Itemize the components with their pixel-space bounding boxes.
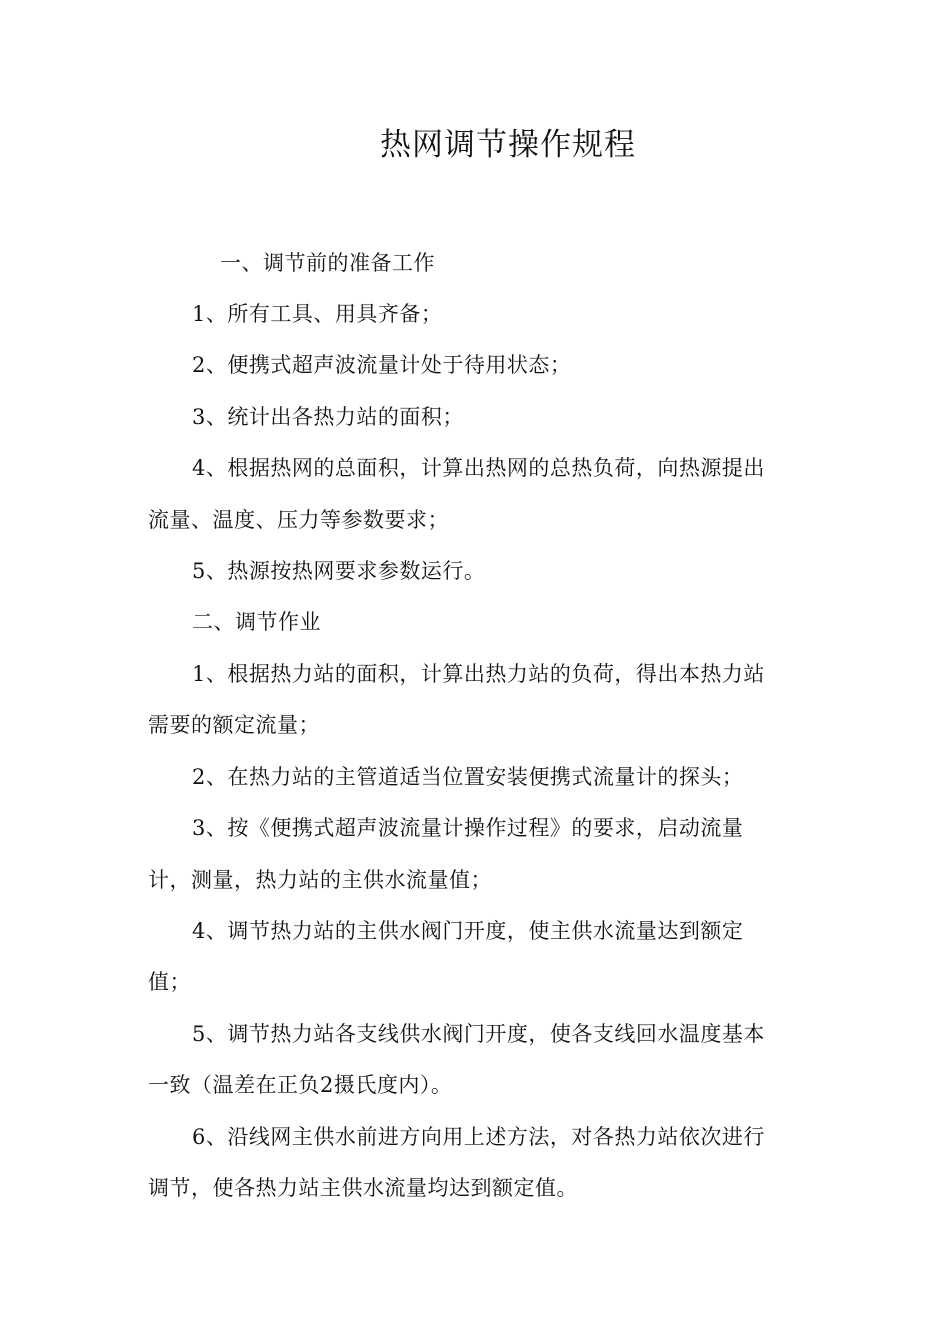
paragraph-line: 3、按《便携式超声波流量计操作过程》的要求，启动流量 — [192, 816, 744, 840]
paragraph-line: 4、调节热力站的主供水阀门开度，使主供水流量达到额定 — [192, 919, 744, 943]
paragraph-line: 4、根据热网的总面积，计算出热网的总热负荷，向热源提出 — [192, 456, 765, 480]
paragraph-line: 5、热源按热网要求参数运行。 — [192, 559, 486, 583]
document-title: 热网调节操作规程 — [380, 127, 636, 163]
section-heading-operation: 二、调节作业 — [192, 610, 321, 634]
paragraph-line: 1、根据热力站的面积，计算出热力站的负荷，得出本热力站 — [192, 662, 765, 686]
paragraph-line: 一致（温差在正负2摄氏度内）。 — [148, 1073, 453, 1097]
paragraph-line: 需要的额定流量； — [148, 713, 320, 737]
paragraph-line: 6、沿线网主供水前进方向用上述方法，对各热力站依次进行 — [192, 1125, 765, 1149]
section-heading-preparation: 一、调节前的准备工作 — [220, 251, 435, 275]
paragraph-line: 5、调节热力站各支线供水阀门开度，使各支线回水温度基本 — [192, 1022, 765, 1046]
paragraph-line: 2、便携式超声波流量计处于待用状态； — [192, 353, 572, 377]
paragraph-line: 计，测量，热力站的主供水流量值； — [148, 868, 492, 892]
paragraph-line: 3、统计出各热力站的面积； — [192, 405, 464, 429]
paragraph-line: 值； — [148, 970, 191, 994]
paragraph-line: 流量、温度、压力等参数要求； — [148, 508, 449, 532]
paragraph-line: 调节，使各热力站主供水流量均达到额定值。 — [148, 1176, 578, 1200]
paragraph-line: 1、所有工具、用具齐备； — [192, 302, 443, 326]
paragraph-line: 2、在热力站的主管道适当位置安装便携式流量计的探头； — [192, 765, 744, 789]
